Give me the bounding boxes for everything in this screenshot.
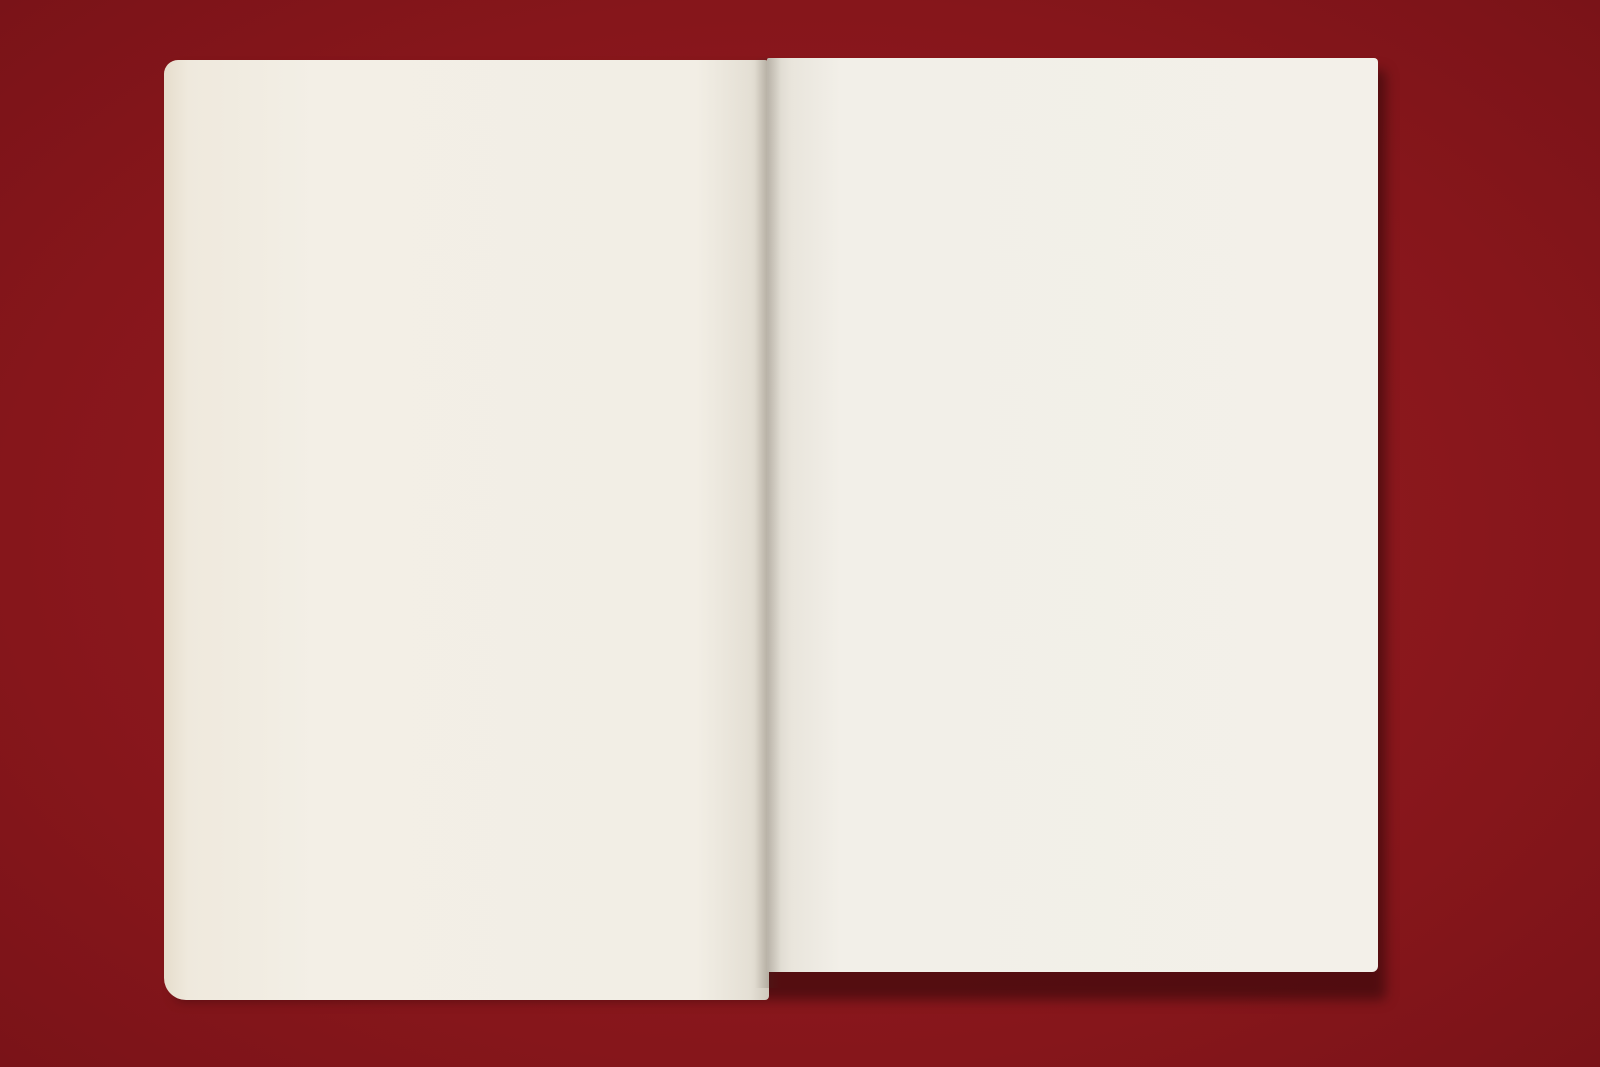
left-running-head bbox=[297, 114, 311, 126]
right-page bbox=[767, 58, 1378, 972]
right-running-head bbox=[1266, 121, 1280, 133]
left-toc bbox=[292, 109, 722, 116]
book-gutter bbox=[755, 58, 781, 988]
left-page bbox=[164, 60, 769, 1000]
